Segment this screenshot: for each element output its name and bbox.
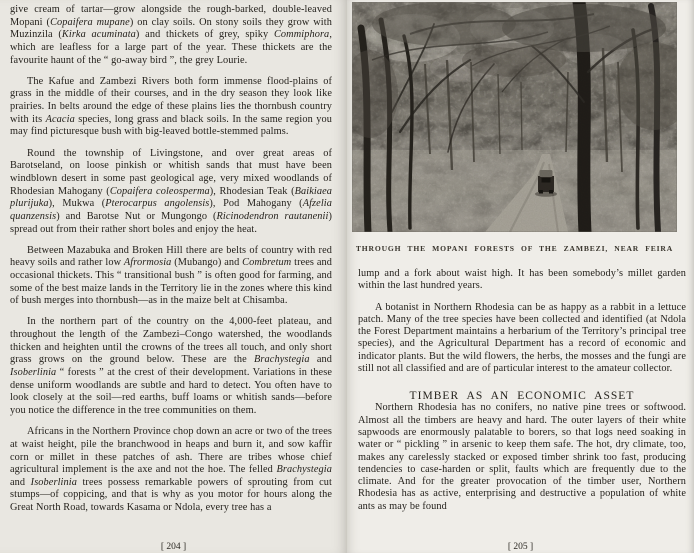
paragraph: [10, 76, 332, 139]
page-205: [347, 0, 694, 553]
paragraph: [10, 316, 332, 417]
species-name-italic: Afrormosia: [123, 257, 172, 269]
page-number-left: [ 204 ]: [160, 542, 187, 552]
text-segment: ) on clay soils. On stony soils they grow with Muzinzila (: [10, 16, 332, 41]
text-segment: The Kafue and Zambezi Rivers both form immense flood-plains of grass in the middle of their courses, and in the dry season they look like prairies. In belts around the edge of these plains lies the thornbush country with its: [10, 75, 332, 125]
text-segment: A botanist in Northern Rhodesia can be as happy as a rabbit in a lettuce patch. Many of the tree species have been collected and identified (at Ndola the Forest Department maintains a herbarium of the Territory’s principal tree species), and the Agricultural Department has a record of economic and indicator plants. But the wild flowers, the herbs, the mosses and the fungi are still not all classified and are of particular interest to the amateur collector.: [358, 301, 686, 375]
page-205-text-lower: [358, 402, 686, 513]
species-name-italic: Copaifera mupane: [50, 16, 130, 28]
mopani-forest-photo: [352, 2, 677, 232]
text-segment: species, long grass and black soils. In the same region you may find picturesque bush with big-leaved bottle-stemmed palms.: [10, 113, 333, 138]
paragraph: [358, 268, 686, 293]
paragraph: [10, 245, 332, 308]
species-name-italic: Copaifera coleosperma: [109, 185, 210, 197]
species-name-italic: Baikiaea plurijuka: [10, 185, 333, 210]
text-segment: ) and thickets of grey, spiky: [135, 29, 274, 41]
text-segment: ) spread out from their rather short boles and enjoy the heat.: [10, 210, 332, 235]
paragraph: [10, 4, 332, 67]
species-name-italic: Brachystegia: [276, 464, 332, 476]
species-name-italic: Isoberlinia: [30, 476, 77, 488]
species-name-italic: Isoberlinia: [10, 367, 57, 379]
page-number-right: [ 205 ]: [507, 542, 534, 552]
species-name-italic: Brachystegia: [254, 354, 310, 366]
text-segment: trees and occasional thickets. This “ transitional bush ” is often good for farming, and some of the best maize lands in the Territory lie in the zones where this kind of bush merges into thornbush—as in the maize belt at Chisamba.: [10, 257, 332, 307]
species-name-italic: Ricinodendron rautanenii: [216, 210, 329, 222]
species-name-italic: Combretum: [242, 257, 292, 269]
text-segment: In the northern part of the country on the 4,000-feet plateau, and throughout the length of the Zambezi–Congo watershed, the woodlands thicken and heighten until the crowns of the trees all touch, and only short grass grows on the ground below. These are the: [10, 316, 332, 366]
text-segment: Northern Rhodesia has no conifers, no native pine trees or softwood. Almost all the timbers are heavy and hard. The outer layers of their white sapwoods are enormously palatable to borers, so that logs need soaking in water or “ pickling ” in arsenic to keep them safe. The hot, dry climate, too, makes any carelessly stacked or exposed timber shrink too fast, producing tendencies to case-harden or split, faults which are frequently due to the climate. And for the greater provocation of the timber user, Northern Rhodesia has as active, enterprising and destructive a population of white ants as may be found: [358, 402, 686, 512]
text-segment: and: [10, 476, 31, 488]
species-name-italic: Commiphora: [273, 29, 330, 41]
species-name-italic: Afzelia quanzensis: [10, 198, 332, 222]
paragraph: [358, 402, 686, 513]
species-name-italic: Kirka acuminata: [61, 29, 136, 41]
text-segment: lump and a fork about waist high. It has been somebody’s millet garden within the last hundred years.: [358, 268, 686, 292]
page-205-text-upper: [358, 268, 686, 375]
text-segment: ), Rhodesian Teak (: [209, 185, 295, 197]
species-name-italic: Pterocarpus angolensis: [105, 198, 210, 210]
paragraph: [358, 302, 686, 376]
text-segment: “ forests ” at the crest of their development. Variations in these dense uniform woodlands are subtle and hard to detect. You often have to look closely at the soil—red earths, buff loams or whitish sands—before you notice the difference in the tree communities on them.: [10, 367, 332, 417]
text-segment: Between Mazabuka and Broken Hill there are belts of country with red heavy soils and rather low: [10, 244, 332, 269]
text-segment: ) and Barotse Nut or Mungongo (: [56, 210, 217, 222]
text-segment: Round the township of Livingstone, and over great areas of Barotseland, on loose pinkish or whitish sands that must have been windblown desert in some past geological age, very mixed woodlands of Rhodesian Mahogany (: [10, 147, 332, 197]
text-segment: Africans in the Northern Province chop down an acre or two of the trees at waist height, pile the branchwood in heaps and burn it, and sow kaffir corn or millet in these patches of ash. There are tribes whose chief agricultural implement is the axe and not the hoe. The felled: [10, 426, 332, 476]
text-segment: trees possess remarkable powers of sprouting from cut stumps—of coppicing, and that is why as you motor for hours along the Great North Road, towards Kasama or Ndola, every tree has a: [10, 476, 332, 514]
mopani-forest-photo-art: [352, 2, 677, 232]
text-segment: , which are leafless for a large part of the year. These thickets are the favourite haunt of the “ go-away bird ”, the grey Lourie.: [10, 29, 332, 66]
text-segment: (Mubango) and: [171, 257, 243, 269]
text-segment: ), Pod Mahogany (: [209, 198, 303, 210]
species-name-italic: Acacia: [45, 113, 75, 125]
text-segment: give cream of tartar—grow alongside the rough-barked, double-leaved Mopani (: [10, 4, 332, 28]
paragraph: [10, 426, 332, 515]
photo-caption: THROUGH THE MOPANI FORESTS OF THE ZAMBEZI, NEAR FEIRA: [355, 244, 674, 253]
section-heading: TIMBER AS AN ECONOMIC ASSET: [409, 390, 635, 403]
text-segment: ), Mukwa (: [48, 198, 106, 210]
page-204-text-column: [10, 4, 332, 515]
text-segment: and: [309, 354, 332, 366]
paragraph: [10, 148, 332, 237]
